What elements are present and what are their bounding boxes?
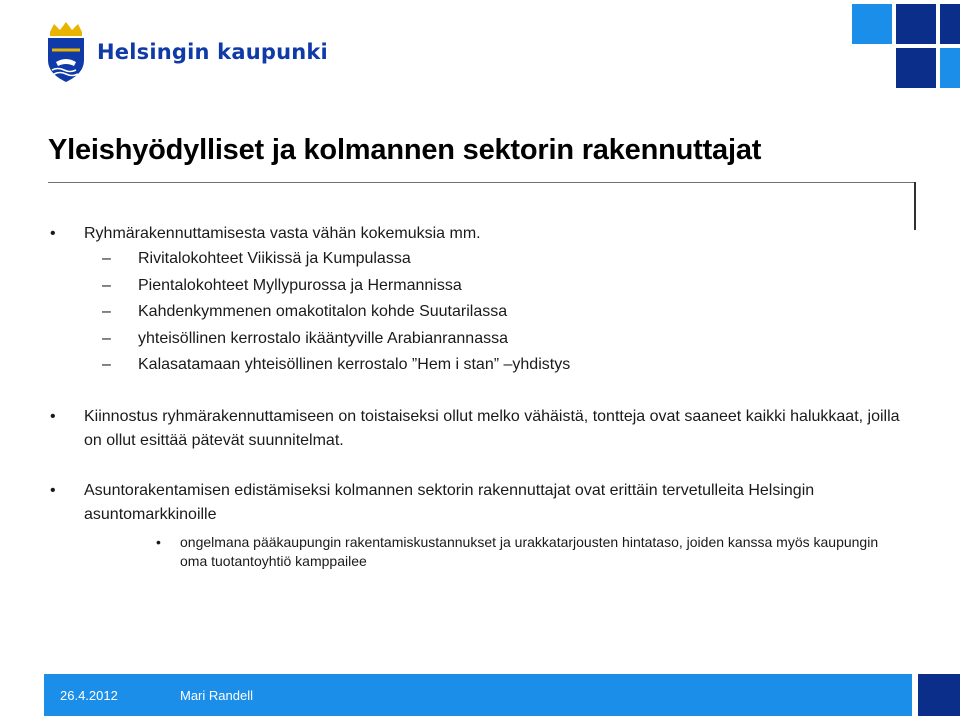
dash-item — [40, 326, 920, 353]
decor-square-4 — [940, 48, 960, 88]
bullet-text: Kiinnostus ryhmärakennuttamiseen on toistaiseksi ollut melko vähäistä, tontteja ovat saaneet kaikki halukkaat, joilla on ollut esittää pätevät suunnitelmat. — [84, 407, 900, 449]
bullet-dot: • — [50, 407, 56, 425]
dash-marker: – — [102, 250, 111, 267]
dash-item — [40, 273, 920, 300]
footer — [0, 674, 960, 716]
dash-item — [40, 299, 920, 326]
bullet-dot: • — [50, 225, 56, 242]
decor-square-5 — [940, 4, 960, 44]
dash-marker: – — [102, 276, 111, 294]
helsinki-coat-of-arms-icon — [44, 22, 88, 82]
dash-text: yhteisöllinen kerrostalo ikääntyville Arabianrannassa — [138, 329, 508, 347]
bullet-item — [40, 222, 920, 246]
footer-author: Mari Randell — [180, 688, 253, 703]
decor-square-2 — [896, 4, 936, 44]
bullet-text: Asuntorakentamisen edistämiseksi kolmannen sektorin rakennuttajat ovat erittäin tervetulleita Helsingin asuntomarkkinoille — [84, 481, 815, 523]
footer-square — [918, 674, 960, 716]
footer-bar — [44, 674, 912, 716]
slide-content — [40, 222, 920, 571]
bullet-dot: • — [50, 481, 56, 499]
dash-marker: – — [102, 303, 111, 320]
decor-square-1 — [852, 4, 892, 44]
dash-marker: – — [102, 356, 111, 373]
bullet-item — [40, 479, 920, 527]
footer-date: 26.4.2012 — [60, 688, 118, 703]
dash-item — [40, 352, 920, 379]
dash-marker: – — [102, 329, 111, 347]
dash-text: Kahdenkymmenen omakotitalon kohde Suutarilassa — [138, 303, 508, 320]
dash-text: Rivitalokohteet Viikissä ja Kumpulassa — [138, 250, 411, 267]
dash-text: Kalasatamaan yhteisöllinen kerrostalo ”Hem i stan” –yhdistys — [138, 356, 571, 373]
decor-square-3 — [896, 48, 936, 88]
sub-bullet-dot: • — [156, 533, 161, 550]
dash-item — [40, 246, 920, 273]
sub-bullet-item — [152, 533, 892, 571]
sub-bullet-text: ongelmana pääkaupungin rakentamiskustannukset ja urakkatarjousten hintataso, joiden kanssa myös kaupungin oma tuotantoyhtiö kamppailee — [180, 533, 879, 569]
bullet-text: Ryhmärakennuttamisesta vasta vähän kokemuksia mm. — [84, 225, 481, 242]
bullet-item — [40, 405, 920, 453]
dash-text: Pientalokohteet Myllypurossa ja Hermannissa — [138, 276, 462, 294]
title-divider — [48, 182, 916, 183]
slide-title: Yleishyödylliset ja kolmannen sektorin rakennuttajat — [48, 134, 762, 166]
logo-text: Helsingin kaupunki — [97, 40, 328, 64]
helsinki-logo — [44, 22, 328, 82]
